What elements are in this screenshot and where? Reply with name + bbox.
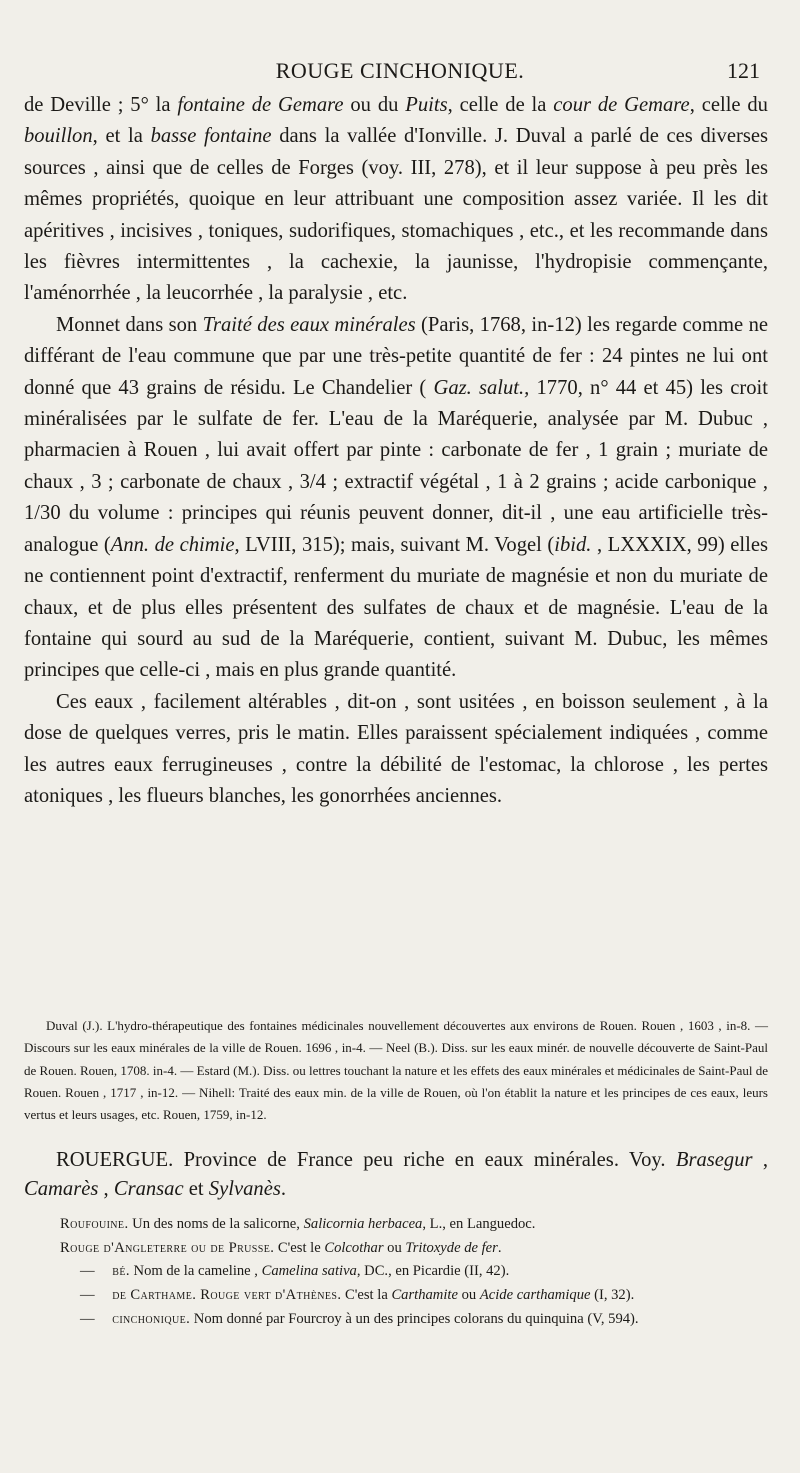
italic-term: Salicornia herbacea: [303, 1216, 423, 1232]
italic-term: Tritoxyde de fer: [405, 1239, 498, 1256]
page-number: 121: [727, 58, 760, 83]
text-run: Nom donné par Fourcroy à un des principes colorans du quinquina (V, 594).: [190, 1310, 639, 1327]
cross-reference: Sylvanès: [208, 1178, 281, 1200]
page-header: [0, 58, 800, 92]
entry-headword: cinchonique.: [112, 1310, 191, 1327]
glossary-entries: [24, 1213, 768, 1332]
italic-term: Carthamite: [391, 1287, 458, 1304]
italic-term: Colcothar: [324, 1239, 384, 1256]
text-run: , L., en Languedoc.: [422, 1216, 536, 1232]
entry-headword: de Carthame. Rouge vert d'Athènes.: [112, 1287, 342, 1304]
italic-term: Gaz. salut.,: [433, 376, 530, 399]
text-run: (Paris, 1768, in-12) les regarde comme ne différant de l'eau commune que par une très-petite quantité de fer : 24 pintes ne lui ont donné que 43 grains de résidu. Le Chandelier (: [24, 313, 769, 399]
text-run: ,: [752, 1149, 769, 1171]
paragraph-1: [24, 90, 768, 310]
italic-term: ibid.: [554, 533, 592, 556]
glossary-entry: [24, 1237, 768, 1259]
rouergue-headword: ROUERGUE.: [56, 1149, 174, 1171]
main-text: [24, 90, 768, 812]
text-run: , LXXXIX, 99) elles ne contiennent point d'extractif, renferment du muriate de magnésie et non du muriate de chaux, et de plus elles présentent des sulfates de chaux et de magnésie. L'eau de la fontaine qui sourd au sud de la Maréquerie, contient, suivant M. Dubuc, les mêmes principes que celle-ci , mais en plus grande quantité.: [24, 533, 769, 682]
text-run: , DC., en Picardie (II, 42).: [356, 1263, 510, 1280]
italic-term: bouillon: [24, 125, 93, 148]
text-run: C'est la: [341, 1287, 392, 1304]
glossary-entry: [24, 1213, 768, 1235]
italic-term: basse fontaine: [150, 125, 272, 148]
running-head: ROUGE CINCHONIQUE.: [275, 58, 525, 83]
text-run: .: [497, 1239, 502, 1256]
text-run: (I, 32).: [590, 1287, 635, 1304]
text-run: Un des noms de la salicorne,: [128, 1216, 304, 1232]
entry-headword: Rouge d'Angleterre ou de Prusse.: [60, 1239, 275, 1256]
text-run: ou du: [343, 94, 406, 116]
text-run: ou: [383, 1239, 406, 1256]
glossary-entry: [24, 1308, 768, 1330]
entry-headword: bé.: [112, 1263, 130, 1280]
italic-term: Acide carthamique: [479, 1287, 591, 1304]
italic-term: Traité des eaux minérales: [202, 313, 416, 336]
italic-term: fontaine de Gemare: [177, 94, 344, 116]
dash-prefix: —: [80, 1287, 99, 1304]
text-run: , celle du: [689, 94, 768, 116]
glossary-entry: [24, 1260, 768, 1282]
text-run: Monnet dans son: [56, 313, 203, 336]
text-run: .: [280, 1178, 287, 1200]
text-run: C'est le: [274, 1239, 325, 1256]
dash-prefix: —: [80, 1263, 99, 1280]
cross-reference: Cransac: [113, 1178, 184, 1200]
rouergue-entry: [24, 1146, 768, 1204]
entry-headword: Roufouine.: [60, 1216, 129, 1232]
text-run: , celle de la: [447, 94, 554, 116]
bibliography-notes: [24, 1015, 768, 1126]
text-run: dans la vallée d'Ionville. J. Duval a parlé de ces diverses sources , ainsi que de celles de Forges (voy. III, 278), et il leur suppose à peu près les mêmes propriétés, quoique en leur attribuant une composition assez variée. Il les dit apéritives , incisives , toniques, sudorifiques, stomachiques , etc., et les recommande dans les fièvres intermittentes , la cachexie, la jaunisse, l'hydropisie commençante, l'aménorrhée , la leucorrhée , la paralysie , etc.: [24, 125, 768, 305]
notes-text: Duval (J.). L'hydro-thérapeutique des fontaines médicinales nouvellement découvertes aux environs de Rouen. Rouen , 1603 , in-8. — Discours sur les eaux minérales de la ville de Rouen. 1696 , in-4. — Neel (B.). Diss. sur les eaux minér. de nouvelle découverte de Saint-Paul de Rouen. Rouen, 1708. in-4. — Estard (M.). Diss. ou lettres touchant la nature et les effets des eaux minérales et médicinales de Saint-Paul de Rouen. Rouen , 1717 , in-12. — Nihell: Traité des eaux min. de la ville de Rouen, où l'on établit la nature et les principes de ces eaux, leurs vertus et leurs usages, etc. Rouen, 1759, in-12.: [24, 1018, 768, 1123]
text-run: 1770, n° 44 et 45) les croit minéralisées par le sulfate de fer. L'eau de la Maréquerie, analysée par M. Dubuc , pharmacien à Rouen , lui avait offert par pinte : carbonate de fer , 1 grain ; muriate de chaux , 3 ; carbonate de chaux , 3/4 ; extractif végétal , 1 à 2 grains ; acide carbonique , 1/30 du volume : principes qui réunis peuvent donner, dit-il , une eau artificielle très-analogue (: [24, 376, 768, 556]
text-run: ,: [98, 1178, 114, 1200]
text-run: ou: [457, 1287, 480, 1304]
paragraph-3: Ces eaux , facilement altérables , dit-on , sont usitées , en boisson seulement , à la dose de quelques verres, pris le matin. Elles paraissent spécialement indiquées , comme les autres eaux ferrugineuses , contre la débilité de l'estomac, la chlorose , les pertes atoniques , les flueurs blanches, les gonorrhées anciennes.: [24, 690, 768, 807]
italic-term: Ann. de chimie: [110, 533, 235, 556]
text-run: de Deville ; 5° la: [24, 94, 178, 116]
cross-reference: Camarès: [24, 1178, 99, 1200]
dash-prefix: —: [80, 1310, 99, 1327]
text-run: Nom de la cameline ,: [129, 1263, 262, 1280]
text-run: Province de France peu riche en eaux minérales. Voy.: [173, 1149, 676, 1171]
text-run: , LVIII, 315); mais, suivant M. Vogel (: [234, 533, 555, 556]
paragraph-2: [24, 310, 768, 687]
italic-term: cour de Gemare: [553, 94, 690, 116]
italic-term: Puits: [405, 94, 448, 116]
italic-term: Camelina sativa: [261, 1263, 357, 1280]
text-run: , et la: [92, 125, 151, 148]
glossary-entry: [24, 1284, 768, 1306]
text-run: et: [183, 1178, 209, 1200]
cross-reference: Brasegur: [675, 1149, 753, 1171]
